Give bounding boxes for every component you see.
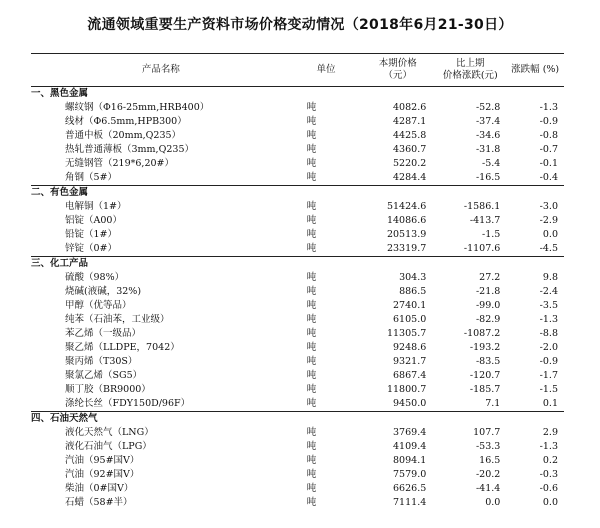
pct-cell: -8.8 [539, 328, 558, 339]
table-row [31, 397, 564, 412]
category-label: 一、黑色金属 [31, 88, 89, 99]
pct-cell: -0.6 [539, 483, 558, 494]
price-cell: 886.5 [399, 286, 427, 297]
product-name-cell: 铅锭（1#） [65, 229, 118, 240]
pct-cell: 2.9 [542, 427, 558, 438]
diff-cell: -1.5 [482, 229, 501, 240]
product-name-cell: 线材（Φ6.5mm,HPB300） [65, 116, 187, 127]
pct-cell: -1.7 [539, 370, 558, 381]
diff-cell: -82.9 [475, 314, 501, 325]
pct-cell: -0.1 [539, 158, 558, 169]
category-label: 二、有色金属 [31, 187, 89, 198]
header-pct: 涨跌幅 (%) [506, 54, 564, 87]
pct-cell: -1.3 [539, 102, 558, 113]
diff-cell: -185.7 [469, 384, 501, 395]
product-name-cell: 聚乙烯（LLDPE，7042） [65, 342, 180, 353]
unit-cell: 吨 [306, 328, 317, 339]
diff-cell: -83.5 [475, 356, 501, 367]
diff-cell: -1107.6 [463, 243, 501, 254]
diff-cell: -41.4 [475, 483, 501, 494]
price-cell: 304.3 [399, 272, 427, 283]
price-table [31, 53, 564, 510]
unit-cell: 吨 [306, 130, 317, 141]
table-row [31, 157, 564, 171]
price-cell: 9450.0 [393, 398, 427, 409]
table-row [31, 171, 564, 186]
diff-cell: -34.6 [475, 130, 501, 141]
diff-cell: -16.5 [475, 172, 501, 183]
pct-cell: -1.3 [539, 314, 558, 325]
price-cell: 11305.7 [386, 328, 427, 339]
table-row [31, 200, 564, 214]
table-row [31, 214, 564, 228]
product-name-cell: 石蜡（58#半） [65, 497, 133, 508]
product-name-cell: 铝锭（A00） [65, 215, 122, 226]
diff-cell: 27.2 [479, 272, 501, 283]
diff-cell: -37.4 [475, 116, 501, 127]
category-row [31, 186, 564, 201]
price-cell: 6867.4 [393, 370, 427, 381]
pct-cell: -2.4 [539, 286, 558, 297]
product-name-cell: 柴油（0#国Ⅴ） [65, 483, 134, 494]
price-cell: 3769.4 [393, 427, 427, 438]
price-cell: 4425.8 [393, 130, 427, 141]
pct-cell: 0.0 [542, 229, 558, 240]
unit-cell: 吨 [306, 427, 317, 438]
price-cell: 4284.4 [393, 172, 427, 183]
header-price [361, 54, 434, 87]
table-row [31, 101, 564, 115]
price-cell: 11800.7 [386, 384, 427, 395]
pct-cell: -1.3 [539, 441, 558, 452]
pct-cell: -1.5 [539, 384, 558, 395]
price-cell: 6105.0 [393, 314, 427, 325]
unit-cell: 吨 [306, 144, 317, 155]
unit-cell: 吨 [306, 272, 317, 283]
diff-cell: 16.5 [479, 455, 501, 466]
diff-cell: -1087.2 [463, 328, 501, 339]
pct-cell: -0.9 [539, 356, 558, 367]
product-name-cell: 螺纹钢（Φ16-25mm,HRB400） [65, 102, 210, 113]
pct-cell: 0.1 [542, 398, 558, 409]
unit-cell: 吨 [306, 201, 317, 212]
unit-cell: 吨 [306, 497, 317, 508]
pct-cell: -0.8 [539, 130, 558, 141]
unit-cell: 吨 [306, 356, 317, 367]
unit-cell: 吨 [306, 229, 317, 240]
diff-cell: -193.2 [469, 342, 501, 353]
unit-cell: 吨 [306, 300, 317, 311]
table-row [31, 482, 564, 496]
unit-cell: 吨 [306, 398, 317, 409]
diff-cell: -1586.1 [463, 201, 501, 212]
category-row [31, 412, 564, 427]
price-cell: 2740.1 [393, 300, 427, 311]
unit-cell: 吨 [306, 102, 317, 113]
product-name-cell: 汽油（92#国Ⅴ） [65, 469, 140, 480]
table-row [31, 285, 564, 299]
unit-cell: 吨 [306, 483, 317, 494]
pct-cell: -3.5 [539, 300, 558, 311]
table-body [31, 87, 564, 511]
table-row [31, 440, 564, 454]
product-name-cell: 液化石油气（LPG） [65, 441, 152, 452]
product-name-cell: 电解铜（1#） [65, 201, 127, 212]
category-row [31, 87, 564, 102]
diff-cell: -31.8 [475, 144, 501, 155]
table-row [31, 355, 564, 369]
table-row [31, 341, 564, 355]
price-cell: 9321.7 [393, 356, 427, 367]
product-name-cell: 甲醇（优等品） [65, 300, 132, 311]
price-cell: 9248.6 [393, 342, 427, 353]
price-cell: 6626.5 [393, 483, 427, 494]
diff-cell: 0.0 [485, 497, 501, 508]
diff-cell: -52.8 [475, 102, 501, 113]
diff-cell: -53.3 [475, 441, 501, 452]
diff-cell: -21.8 [475, 286, 501, 297]
unit-cell: 吨 [306, 116, 317, 127]
table-header-row [31, 54, 564, 87]
product-name-cell: 顺丁胶（BR9000） [65, 384, 151, 395]
price-cell: 7111.4 [393, 497, 427, 508]
price-cell: 51424.6 [386, 201, 427, 212]
price-cell: 4287.1 [393, 116, 427, 127]
product-name-cell: 硫酸（98%） [65, 272, 125, 283]
unit-cell: 吨 [306, 455, 317, 466]
table-row [31, 242, 564, 257]
price-cell: 8094.1 [393, 455, 427, 466]
unit-cell: 吨 [306, 370, 317, 381]
diff-cell: -120.7 [469, 370, 501, 381]
price-cell: 4360.7 [393, 144, 427, 155]
pct-cell: -0.4 [539, 172, 558, 183]
header-diff-line2: 价格涨跌(元) [442, 70, 498, 81]
product-name-cell: 烧碱(液碱，32%) [65, 286, 142, 297]
unit-cell: 吨 [306, 314, 317, 325]
product-name-cell: 纯苯（石油苯，工业级） [65, 314, 170, 325]
header-diff [434, 54, 506, 87]
price-cell: 5220.2 [393, 158, 427, 169]
table-row [31, 129, 564, 143]
unit-cell: 吨 [306, 469, 317, 480]
unit-cell: 吨 [306, 158, 317, 169]
header-product-name: 产品名称 [31, 54, 291, 87]
pct-cell: -0.7 [539, 144, 558, 155]
unit-cell: 吨 [306, 286, 317, 297]
product-name-cell: 热轧普通薄板（3mm,Q235） [65, 144, 195, 155]
product-name-cell: 无缝钢管（219*6,20#） [65, 158, 174, 169]
table-row [31, 369, 564, 383]
table-row [31, 327, 564, 341]
unit-cell: 吨 [306, 441, 317, 452]
diff-cell: 107.7 [473, 427, 501, 438]
diff-cell: -20.2 [475, 469, 501, 480]
table-row [31, 496, 564, 510]
page-title: 流通领域重要生产资料市场价格变动情况（2018年6月21-30日） [87, 17, 513, 33]
product-name-cell: 液化天然气（LNG） [65, 427, 154, 438]
diff-cell: -99.0 [475, 300, 501, 311]
header-unit: 单位 [291, 54, 361, 87]
product-name-cell: 角钢（5#） [65, 172, 118, 183]
header-diff-line1: 比上期 [456, 58, 485, 69]
category-label: 四、石油天然气 [31, 413, 98, 424]
diff-cell: -5.4 [482, 158, 501, 169]
header-price-line1: 本期价格 [378, 58, 417, 69]
unit-cell: 吨 [306, 172, 317, 183]
product-name-cell: 普通中板（20mm,Q235） [65, 130, 182, 141]
table-row [31, 454, 564, 468]
table-row [31, 383, 564, 397]
price-cell: 4109.4 [393, 441, 427, 452]
pct-cell: -0.9 [539, 116, 558, 127]
pct-cell: -3.0 [539, 201, 558, 212]
pct-cell: -2.0 [539, 342, 558, 353]
product-name-cell: 汽油（95#国Ⅴ） [65, 455, 140, 466]
table-row [31, 228, 564, 242]
table-row [31, 271, 564, 285]
product-name-cell: 苯乙烯（一级品） [65, 328, 142, 339]
header-price-line2: （元） [383, 70, 412, 81]
product-name-cell: 聚丙烯（T30S） [65, 356, 138, 367]
unit-cell: 吨 [306, 342, 317, 353]
pct-cell: -4.5 [539, 243, 558, 254]
diff-cell: -413.7 [469, 215, 501, 226]
product-name-cell: 涤纶长丝（FDY150D/96F） [65, 398, 191, 409]
price-cell: 7579.0 [393, 469, 427, 480]
pct-cell: -2.9 [539, 215, 558, 226]
pct-cell: 0.0 [542, 497, 558, 508]
table-row [31, 115, 564, 129]
product-name-cell: 锌锭（0#） [65, 243, 118, 254]
pct-cell: 9.8 [542, 272, 558, 283]
product-name-cell: 聚氯乙烯（SG5） [65, 370, 143, 381]
category-label: 三、化工产品 [31, 258, 89, 269]
price-cell: 14086.6 [386, 215, 427, 226]
price-cell: 23319.7 [386, 243, 427, 254]
table-row [31, 468, 564, 482]
price-cell: 4082.6 [393, 102, 427, 113]
pct-cell: 0.2 [542, 455, 558, 466]
unit-cell: 吨 [306, 215, 317, 226]
table-row [31, 299, 564, 313]
category-row [31, 257, 564, 272]
table-row [31, 143, 564, 157]
unit-cell: 吨 [306, 384, 317, 395]
diff-cell: 7.1 [485, 398, 501, 409]
pct-cell: -0.3 [539, 469, 558, 480]
table-row [31, 426, 564, 440]
price-cell: 20513.9 [386, 229, 427, 240]
unit-cell: 吨 [306, 243, 317, 254]
table-row [31, 313, 564, 327]
